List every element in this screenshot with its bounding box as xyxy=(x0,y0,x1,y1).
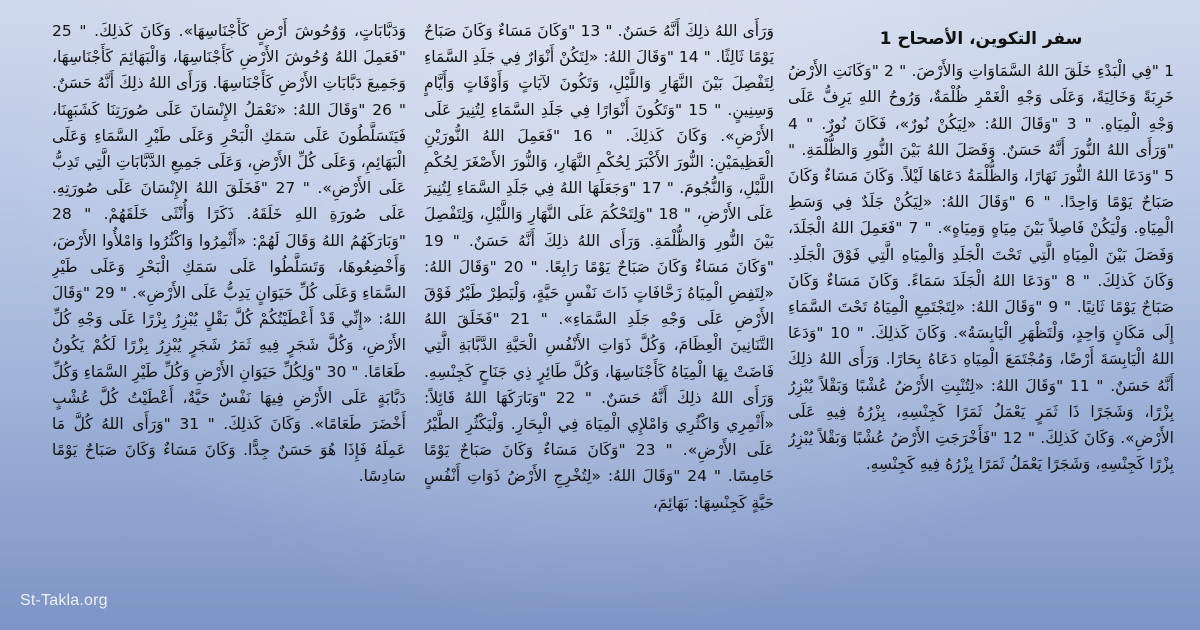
column-middle-text: وَرَأَى اللهُ ذلِكَ أَنَّهُ حَسَنٌ. " 13 "وَكَانَ مَسَاءٌ وَكَانَ صَبَاحٌ يَوْمًا ثَالِثًا. " 14 "وَقَالَ اللهُ: «لِتَكُنْ أَنْوَارٌ فِي جَلَدِ السَّمَاءِ لِتَفْصِلَ بَيْنَ النَّهَارِ وَاللَّيْلِ، وَتَكُونَ لآيَاتٍ وَأَوْقَاتٍ وَأَيَّامٍ وَسِنِينٍ. " 15 "وَتَكُونَ أَنْوَارًا فِي جَلَدِ السَّمَاءِ لِتُنِيرَ عَلَى الأَرْضِ». وَكَانَ كَذلِكَ. " 16 "فَعَمِلَ اللهُ النُّورَيْنِ الْعَظِيمَيْنِ: النُّورَ الأَكْبَرَ لِحُكْمِ النَّهَارِ، وَالنُّورَ الأَصْغَرَ لِحُكْمِ اللَّيْلِ، وَالنُّجُومَ. " 17 "وَجَعَلَهَا اللهُ فِي جَلَدِ السَّمَاءِ لِتُنِيرَ عَلَى الأَرْضِ، " 18 "وَلِتَحْكُمَ عَلَى النَّهَارِ وَاللَّيْلِ، وَلِتَفْصِلَ بَيْنَ النُّورِ وَالظُّلْمَةِ. وَرَأَى اللهُ ذلِكَ أَنَّهُ حَسَنٌ. " 19 "وَكَانَ مَسَاءٌ وَكَانَ صَبَاحٌ يَوْمًا رَابِعًا. " 20 "وَقَالَ اللهُ: «لِتَفِضِ الْمِيَاهُ زَحَّافَاتٍ ذَاتَ نَفْسٍ حَيَّةٍ، وَلْيَطِرْ طَيْرٌ فَوْقَ الأَرْضِ عَلَى وَجْهِ جَلَدِ السَّمَاءِ». " 21 "فَخَلَقَ اللهُ التَّنَانِينَ الْعِظَامَ، وَكُلَّ ذَوَاتِ الأَنْفُسِ الْحَيَّةِ الدَّبَّابَةِ الَّتِي فَاضَتْ بِهَا الْمِيَاهُ كَأَجْنَاسِهَا، وَكُلَّ طَائِرٍ ذِي جَنَاحٍ كَجِنْسِهِ. وَرَأَى اللهُ ذلِكَ أَنَّهُ حَسَنٌ. " 22 "وَبَارَكَهَا اللهُ قَائِلاً: «أَثْمِرِي وَاكْثُرِي وَامْلإِي الْمِيَاهَ فِي الْبِحَارِ. وَلْيَكْثُرِ الطَّيْرُ عَلَى الأَرْضِ». " 23 "وَكَانَ مَسَاءٌ وَكَانَ صَبَاحٌ يَوْمًا خَامِسًا. " 24 "وَقَالَ اللهُ: «لِتُخْرِجِ الأَرْضُ ذَوَاتِ أَنْفُسٍ حَيَّةٍ كَجِنْسِهَا: بَهَائِمَ، xyxy=(424,22,774,512)
text-column-right xyxy=(788,26,1174,616)
text-column-middle xyxy=(424,18,774,608)
chapter-heading: سفر التكوين، الأصحاح 1 xyxy=(879,29,1083,49)
text-column-left xyxy=(52,18,406,608)
column-left-text: وَدَبَّابَاتٍ، وَوُحُوشَ أَرْضٍ كَأَجْنَاسِهَا». وَكَانَ كَذلِكَ. " 25 "فَعَمِلَ اللهُ وُحُوشَ الأَرْضِ كَأَجْنَاسِهَا، وَالْبَهَائِمَ كَأَجْنَاسِهَا، وَجَمِيعَ دَبَّابَاتِ الأَرْضِ كَأَجْنَاسِهَا. وَرَأَى اللهُ ذلِكَ أَنَّهُ حَسَنٌ. " 26 "وَقَالَ اللهُ: «نَعْمَلُ الإِنْسَانَ عَلَى صُورَتِنَا كَشَبَهِنَا، فَيَتَسَلَّطُونَ عَلَى سَمَكِ الْبَحْرِ وَعَلَى طَيْرِ السَّمَاءِ وَعَلَى الْبَهَائِمِ، وَعَلَى كُلِّ الأَرْضِ، وَعَلَى جَمِيعِ الدَّبَّابَاتِ الَّتِي تَدِبُّ عَلَى الأَرْضِ». " 27 "فَخَلَقَ اللهُ الإِنْسَانَ عَلَى صُورَتِهِ. عَلَى صُورَةِ اللهِ خَلَقَهُ. ذَكَرًا وَأُنْثَى خَلَقَهُمْ. " 28 "وَبَارَكَهُمُ اللهُ وَقَالَ لَهُمْ: «أَثْمِرُوا وَاكْثُرُوا وَامْلأُوا الأَرْضَ، وَأَخْضِعُوهَا، وَتَسَلَّطُوا عَلَى سَمَكِ الْبَحْرِ وَعَلَى طَيْرِ السَّمَاءِ وَعَلَى كُلِّ حَيَوَانٍ يَدِبُّ عَلَى الأَرْضِ». " 29 "وَقَالَ اللهُ: «إِنِّي قَدْ أَعْطَيْتُكُمْ كُلَّ بَقْلٍ يُبْزِرُ بِزْرًا عَلَى وَجْهِ كُلِّ الأَرْضِ، وَكُلَّ شَجَرٍ فِيهِ ثَمَرُ شَجَرٍ يُبْزِرُ بِزْرًا لَكُمْ يَكُونُ طَعَامًا. " 30 "وَلِكُلِّ حَيَوَانِ الأَرْضِ وَكُلِّ طَيْرِ السَّمَاءِ وَكُلِّ دَبَّابَةٍ عَلَى الأَرْضِ فِيهَا نَفْسٌ حَيَّةٌ، أَعْطَيْتُ كُلَّ عُشْبٍ أَخْضَرَ طَعَامًا». وَكَانَ كَذلِكَ. " 31 "وَرَأَى اللهُ كُلَّ مَا عَمِلَهُ فَإِذَا هُوَ حَسَنٌ جِدًّا. وَكَانَ مَسَاءٌ وَكَانَ صَبَاحٌ يَوْمًا سَادِسًا. xyxy=(52,22,406,486)
column-right-text: 1 "فِي الْبَدْءِ خَلَقَ اللهُ السَّمَاوَاتِ وَالأَرْضَ. " 2 "وَكَانَتِ الأَرْضُ خَرِبَةً وَخَالِيَةً، وَعَلَى وَجْهِ الْغَمْرِ ظُلْمَةٌ، وَرُوحُ اللهِ يَرِفُّ عَلَى وَجْهِ الْمِيَاهِ. " 3 "وَقَالَ اللهُ: «لِيَكُنْ نُورٌ»، فَكَانَ نُورٌ. " 4 "وَرَأَى اللهُ النُّورَ أَنَّهُ حَسَنٌ. وَفَصَلَ اللهُ بَيْنَ النُّورِ وَالظُّلْمَةِ. " 5 "وَدَعَا اللهُ النُّورَ نَهَارًا، وَالظُّلْمَةُ دَعَاهَا لَيْلاً. وَكَانَ مَسَاءٌ وَكَانَ صَبَاحٌ يَوْمًا وَاحِدًا. " 6 "وَقَالَ اللهُ: «لِيَكُنْ جَلَدٌ فِي وَسَطِ الْمِيَاهِ. وَلْيَكُنْ فَاصِلاً بَيْنَ مِيَاهٍ وَمِيَاهٍ». " 7 "فَعَمِلَ اللهُ الْجَلَدَ، وَفَصَلَ بَيْنَ الْمِيَاهِ الَّتِي تَحْتَ الْجَلَدِ وَالْمِيَاهِ الَّتِي فَوْقَ الْجَلَدِ. وَكَانَ كَذلِكَ. " 8 "وَدَعَا اللهُ الْجَلَدَ سَمَاءً. وَكَانَ مَسَاءٌ وَكَانَ صَبَاحٌ يَوْمًا ثَانِيًا. " 9 "وَقَالَ اللهُ: «لِتَجْتَمِعِ الْمِيَاهُ تَحْتَ السَّمَاءِ إِلَى مَكَانٍ وَاحِدٍ، وَلْتَظْهَرِ الْيَابِسَةُ». وَكَانَ كَذلِكَ. " 10 "وَدَعَا اللهُ الْيَابِسَةَ أَرْضًا، وَمُجْتَمَعَ الْمِيَاهِ دَعَاهُ بِحَارًا. وَرَأَى اللهُ ذلِكَ أَنَّهُ حَسَنٌ. " 11 "وَقَالَ اللهُ: «لِتُنْبِتِ الأَرْضُ عُشْبًا وَبَقْلاً يُبْزِرُ بِزْرًا، وَشَجَرًا ذَا ثَمَرٍ يَعْمَلُ ثَمَرًا كَجِنْسِهِ، بِزْرُهُ فِيهِ عَلَى الأَرْضِ». وَكَانَ كَذلِكَ. " 12 "فَأَخْرَجَتِ الأَرْضُ عُشْبًا وَبَقْلاً يُبْزِرُ بِزْرًا كَجِنْسِهِ، وَشَجَرًا يَعْمَلُ ثَمَرًا بِزْرُهُ فِيهِ كَجِنْسِهِ. xyxy=(788,62,1174,474)
site-watermark: St-Takla.org xyxy=(20,592,108,609)
